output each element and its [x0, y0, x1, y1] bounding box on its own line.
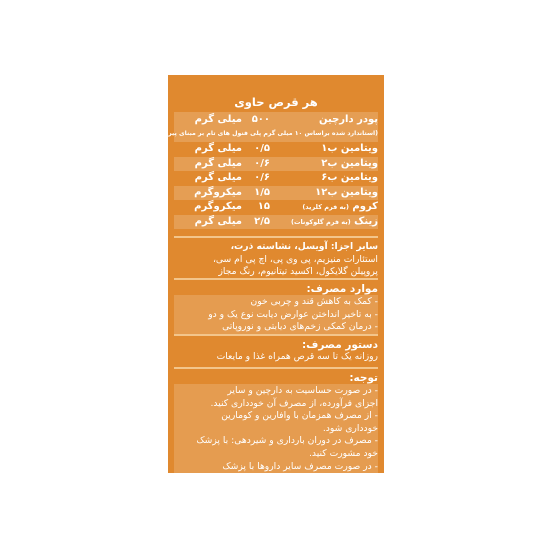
- ingredient-name: [268, 200, 378, 215]
- divider: [174, 278, 378, 280]
- ingredient-amount: ۰/۵: [254, 143, 270, 154]
- ingredient-name-text: زینک: [354, 215, 378, 227]
- ingredient-amount: ۰/۶: [254, 157, 270, 169]
- ingredient-dose: [174, 171, 270, 186]
- uses-line: - کمک به کاهش قند و چربی خون: [250, 296, 378, 307]
- ingredient-form: (به فرم گلوکونات): [290, 217, 351, 226]
- ingredient-unit: میلی گرم: [194, 157, 242, 169]
- divider: [174, 334, 378, 336]
- notes-heading: توجه:: [349, 372, 378, 384]
- notes-line: - در صورت حساسیت به دارچین و سایر: [227, 385, 378, 396]
- notes-line: یا داروساز مشورت شود.: [283, 473, 378, 485]
- uses-heading: موارد مصرف:: [306, 283, 378, 295]
- ingredients-table: [143, 112, 378, 229]
- ingredient-row: [174, 186, 378, 201]
- ingredient-row: [174, 142, 378, 157]
- ingredient-form: (به فرم کلرید): [302, 203, 349, 211]
- ingredient-name: ویتامین ب۲: [321, 157, 378, 169]
- notes-line: اجزای فرآورده، از مصرف آن خودداری کنید.: [210, 397, 378, 409]
- ingredient-amount: ۰/۶: [254, 172, 270, 183]
- notes-line: - از مصرف همزمان با وافارین و کومارین: [221, 410, 378, 422]
- ingredient-row: [174, 215, 378, 230]
- ingredient-unit: میلی گرم: [194, 143, 242, 154]
- other-ingredients-line: سایر اجزا: آویسل، نشاسته ذرت،: [230, 241, 378, 252]
- divider: [174, 367, 378, 369]
- ingredient-dose: [174, 215, 270, 230]
- ingredient-row: [143, 112, 378, 142]
- ingredient-amount: ۱/۵: [254, 186, 270, 198]
- other-ingredients-line: استئارات منیزیم، پی وی پی، اچ پی ام سی،: [212, 253, 378, 265]
- ingredient-unit: میلی گرم: [194, 114, 242, 125]
- ingredient-name: پودر دارچین: [319, 114, 378, 125]
- ingredient-unit: میلی گرم: [194, 215, 242, 227]
- notes-line: - در صورت مصرف سایر داروها با پزشک: [222, 460, 378, 472]
- ingredient-row: [174, 200, 378, 215]
- ingredient-name-text: کروم: [352, 201, 378, 212]
- ingredient-row: [174, 171, 378, 186]
- dosage-heading: دستور مصرف:: [301, 339, 378, 351]
- ingredient-amount: ۵۰۰: [251, 114, 270, 125]
- ingredient-dose: [174, 142, 270, 157]
- ingredient-dose: [174, 114, 270, 128]
- ingredient-amount: ۲/۵: [254, 215, 270, 227]
- supplement-info-panel: [143, 75, 384, 485]
- other-ingredients-line: پروپیلن گلایکول، اکسید تیتانیوم، رنگ مجاز: [218, 266, 378, 278]
- ingredient-name: ویتامین ب۶: [321, 172, 378, 183]
- ingredient-name: ویتامین ب۱: [321, 143, 378, 154]
- ingredient-unit: میکروگرم: [194, 201, 242, 212]
- other-ingredients-section: [174, 233, 378, 279]
- ingredient-unit: میکروگرم: [194, 186, 242, 198]
- notes-line: خود مشورت کنید.: [309, 447, 378, 459]
- divider: [174, 236, 378, 238]
- notes-line: - مصرف در دوران بارداری و شیردهی: با پزشک: [196, 435, 378, 447]
- ingredient-unit: میلی گرم: [194, 172, 242, 183]
- dosage-line: روزانه یک تا سه قرص همراه غذا و مایعات: [216, 351, 378, 362]
- ingredient-dose: [174, 157, 270, 172]
- notes-line: خودداری شود.: [322, 422, 378, 434]
- notes-section: [174, 364, 378, 487]
- ingredient-name: [268, 215, 378, 230]
- ingredient-note: (استاندارد شده براساس ۱۰ میلی گرم پلی فنول های تام بر مبنای پیروگالول): [143, 130, 378, 137]
- ingredient-dose: [174, 186, 270, 201]
- dosage-section: [174, 331, 378, 364]
- ingredient-dose: [174, 200, 270, 215]
- uses-line: - به تاخیر انداختن عوارض دیابت نوع یک و دو: [208, 308, 378, 320]
- ingredient-amount: ۱۵: [257, 201, 270, 212]
- uses-line: - درمان کمکی زخم‌های دیابتی و نوروپاتی: [222, 321, 378, 333]
- ingredient-name: ویتامین ب۱۲: [315, 186, 378, 198]
- uses-section: [174, 275, 378, 335]
- panel-title: هر قرص حاوی: [234, 95, 318, 109]
- ingredient-row: [174, 157, 378, 172]
